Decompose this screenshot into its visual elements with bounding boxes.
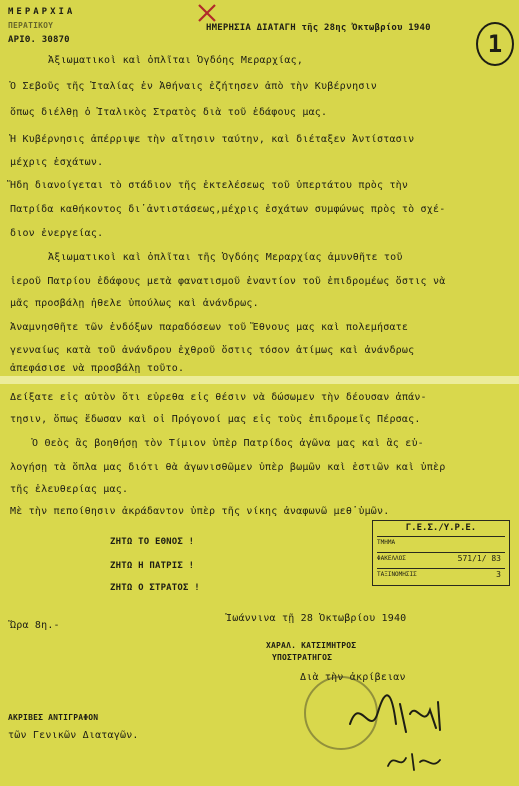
body-line: γενναίως κατὰ τοῦ ἀνάνδρου ἐχθροῦ ὅστις τόσον ἀτίμως καὶ ἀνάνδρως [10, 345, 415, 356]
body-line: ὅπως διέλθῃ ὁ Ἰταλικὸς Στρατὸς διὰ τοῦ ἐδάφους μας. [10, 107, 328, 118]
header-division: ΜΕΡΑΡΧΙΑ [8, 7, 76, 17]
stamp-label: ΤΜΗΜΑ [377, 539, 396, 546]
body-line: Ἀναμνησθῆτε τῶν ἐνδόξων παραδόσεων τοῦ Ἔθνους μας καὶ πολεμήσατε [10, 322, 409, 333]
body-line: Ἡ Κυβέρνησις ἀπέρριψε τὴν αἴτησιν ταύτην, καὶ διέταξεν Ἀντίστασιν [10, 134, 415, 145]
red-cross-mark [196, 2, 218, 24]
document-page-bottom [0, 384, 519, 786]
stamp-class-value: 3 [496, 570, 501, 579]
page-divider [0, 376, 519, 384]
header-staff: ΠΕΡΑΤΙΚΟΥ [8, 21, 54, 30]
body-line: λογήσῃ τὰ ὅπλα μας διότι θὰ ἀγωνισθῶμεν ὑπὲρ βωμῶν καὶ ἑστιῶν καὶ ὑπὲρ [10, 462, 446, 473]
body-line: Ἀξιωματικοὶ καὶ ὁπλῖται Ὀγδόης Μεραρχίας, [48, 55, 304, 66]
certification-note: Διὰ τὴν ἀκρίβειαν [300, 672, 406, 683]
body-line: μέχρις ἐσχάτων. [10, 157, 104, 168]
body-line: Μὲ τὴν πεποίθησιν ἀκράδαντον ὑπὲρ τῆς νίκης ἀναφωνῶ μεθ᾽ὑμῶν. [10, 506, 390, 517]
cheer-line: ΖΗΤΩ Ο ΣΤΡΑΤΟΣ ! [110, 583, 200, 593]
order-time: Ὥρα 8η.- [10, 620, 60, 631]
place-and-date: Ἰωάννινα τῇ 28 Ὀκτωβρίου 1940 [226, 613, 407, 624]
body-line: Ἀξιωματικοὶ καὶ ὁπλῖται τῆς Ὀγδόης Μεραρχίας ἀμυνθῆτε τοῦ [48, 252, 403, 263]
signer-name: ΧΑΡΑΛ. ΚΑΤΣΙΜΗΤΡΟΣ [266, 641, 357, 650]
body-line: Ἤδη διανοίγεται τὸ στάδιον τῆς ἐκτελέσεως τοῦ ὑπερτάτου πρὸς τὴν [10, 180, 409, 191]
stamp-row [377, 552, 505, 565]
stamp-label: ΦΑΚΕΛΛΟΣ [377, 555, 406, 562]
copy-label: ΑΚΡΙΒΕΣ ΑΝΤΙΓΡΑΦΟΝ [8, 713, 99, 722]
body-line: ἀπεφάσισε νὰ προσβάλῃ τοῦτο. [10, 363, 185, 374]
signer-rank: ΥΠΟΣΤΡΑΤΗΓΟΣ [272, 653, 333, 662]
stamp-row [377, 536, 505, 549]
body-line: Ὁ Θεὸς ἂς βοηθήσῃ τὸν Τίμιον ὑπὲρ Πατρίδος ἀγῶνα μας καὶ ἂς εὐ- [32, 438, 424, 449]
body-line: τησιν, ὅπως ἔδωσαν καὶ οἱ Πρόγονοί μας εἰς τοὺς ἐπιδρομεῖς Πέρσας. [10, 414, 421, 425]
stamp-row [377, 568, 505, 581]
body-line: μᾶς προσβάλῃ ἠθελε ὑπούλως καὶ ἀνάνδρως. [10, 298, 259, 309]
body-line: ἱεροῦ Πατρίου ἐδάφους μετὰ φανατισμοῦ ἐναντίον τοῦ ἐπιδρομέως ὅστις νὰ [10, 276, 446, 287]
body-line: τῆς ἐλευθερίας μας. [10, 484, 129, 495]
body-line: διον ἐνεργείας. [10, 228, 104, 239]
document-page-top [0, 0, 519, 376]
copy-sublabel: τῶν Γενικῶν Διαταγῶν. [8, 730, 139, 741]
initials-signature [384, 748, 444, 774]
cheer-line: ΖΗΤΩ Η ΠΑΤΡΙΣ ! [110, 561, 195, 571]
header-ref-number: ΑΡΙΘ. 30870 [8, 35, 70, 45]
document-title: ΗΜΕΡΗΣΙΑ ΔΙΑΤΑΓΗ τῆς 28ης Ὀκτωβρίου 1940 [206, 23, 431, 33]
stamp-title: Γ.Ε.Σ./Υ.Ρ.Ε. [405, 523, 477, 533]
body-line: Ὁ Σεβοῦς τῆς Ἰταλίας ἐν Ἀθήναις ἐζήτησεν ἀπὸ τὴν Κυβέρνησιν [10, 81, 378, 92]
stamp-label: ΤΑΞΙΝΟΜΗΣΙΣ [377, 571, 417, 578]
cheer-line: ΖΗΤΩ ΤΟ ΕΘΝΟΣ ! [110, 537, 195, 547]
page-number: 1 [476, 22, 514, 66]
handwritten-signature [340, 684, 450, 744]
archive-stamp [372, 520, 510, 586]
body-line: Πατρίδα καθήκοντος δι᾽ἀντιστάσεως,μέχρις ἐσχάτων συμφώνως πρὸς τὸ σχέ- [10, 204, 446, 215]
stamp-folder-value: 571/1/ 83 [457, 554, 501, 563]
body-line: Δείξατε εἰς αὐτὸν ὅτι εὑρεθα εἰς θέσιν νὰ δώσωμεν τὴν δέουσαν ἀπάν- [10, 392, 427, 403]
